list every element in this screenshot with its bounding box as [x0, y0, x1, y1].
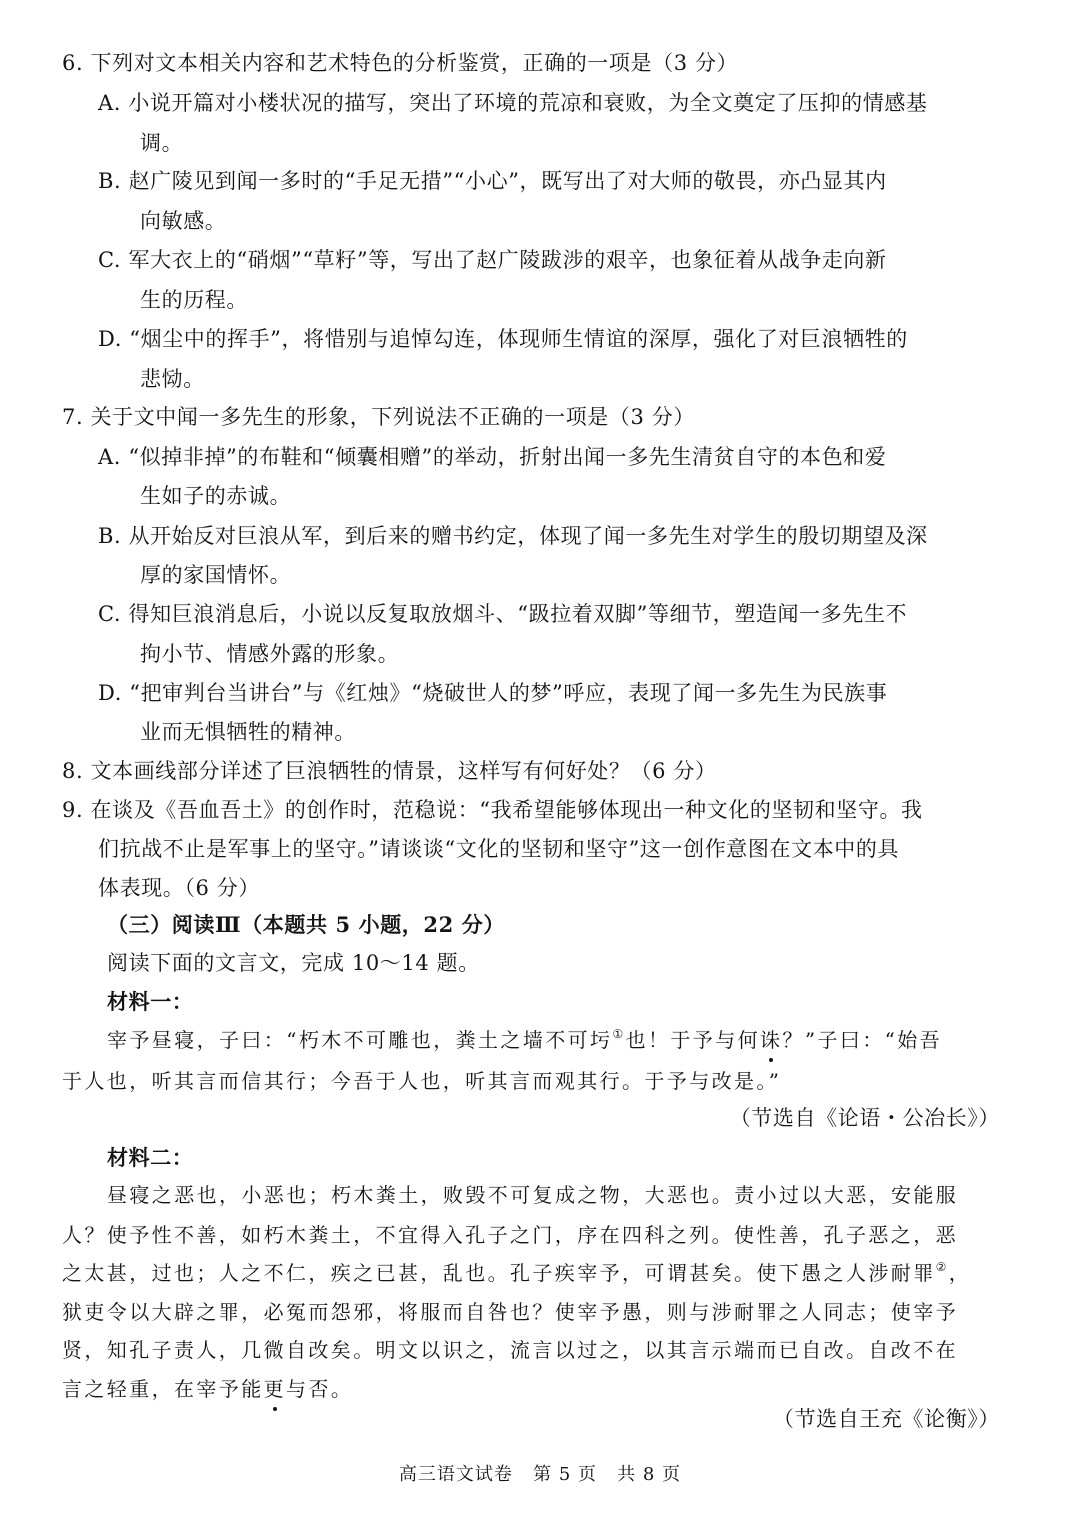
material-2-label: 材料二： — [107, 1145, 194, 1170]
emphasis-dot-word: 更 — [264, 1374, 286, 1404]
q6-stem: 6. 下列对文本相关内容和艺术特色的分析鉴赏，正确的一项是（3 分） — [62, 51, 739, 75]
q6-option-c: C. 军大衣上的“硝烟”“草籽”等，写出了赵广陵跋涉的艰辛，也象征着从战争走向新 — [98, 248, 887, 272]
material-2-source: （节选自王充《论衡》） — [772, 1407, 1000, 1431]
material-2-line-5: 贤，知孔子责人，几微自改矣。明文以识之，流言以过之，以其言示端而已自改。自改不在 — [62, 1338, 958, 1362]
material-1-line-1 — [107, 1025, 942, 1055]
material-1-line-2: 于人也，听其言而信其行；今吾于人也，听其言而观其行。于予与改是。” — [62, 1069, 782, 1093]
material-1-source: （节选自《论语・公冶长》） — [729, 1106, 1000, 1130]
q9-line-1: 9. 在谈及《吾血吾土》的创作时，范稳说：“我希望能够体现出一种文化的坚韧和坚守。我 — [62, 798, 923, 822]
material-2-line-1: 昼寝之恶也，小恶也；朽木粪土，败毁不可复成之物，大恶也。责小过以大恶，安能服 — [107, 1183, 959, 1207]
q7-option-b: B. 从开始反对巨浪从军，到后来的赠书约定，体现了闻一多先生对学生的殷切期望及深 — [98, 524, 928, 548]
q8-stem: 8. 文本画线部分详述了巨浪牺牲的情景，这样写有何好处？（6 分） — [62, 759, 717, 783]
q7-stem: 7. 关于文中闻一多先生的形象，下列说法不正确的一项是（3 分） — [62, 405, 695, 429]
q7-option-d: D. “把审判台当讲台”与《红烛》“烧破世人的梦”呼应，表现了闻一多先生为民族事 — [98, 681, 888, 705]
q6-option-b-cont: 向敏感。 — [140, 209, 227, 233]
q6-option-a-cont: 调。 — [140, 131, 184, 155]
q6-option-b: B. 赵广陵见到闻一多时的“手足无措”“小心”，既写出了对大师的敬畏，亦凸显其内 — [98, 169, 887, 193]
material-1-label: 材料一： — [107, 989, 194, 1014]
material-1-text: 也！于予与何 — [625, 1028, 761, 1052]
material-1-text: 宰予昼寝，子曰：“朽木不可雕也，粪土之墙不可圬 — [107, 1028, 613, 1052]
footer-total-pages: 共 8 页 — [617, 1464, 682, 1485]
material-2-text: 言之轻重，在宰予能 — [62, 1377, 264, 1401]
section-heading: （三）阅读Ⅲ（本题共 5 小题，22 分） — [107, 912, 505, 937]
footer-page-number: 第 5 页 — [533, 1464, 597, 1485]
q6-option-a: A. 小说开篇对小楼状况的描写，突出了环境的荒凉和衰败，为全文奠定了压抑的情感基 — [98, 91, 928, 115]
emphasis-dot-word: 诛 — [760, 1025, 782, 1055]
section-instruction: 阅读下面的文言文，完成 10～14 题。 — [107, 951, 480, 975]
q7-option-d-cont: 业而无惧牺牲的精神。 — [140, 720, 356, 744]
q6-option-d: D. “烟尘中的挥手”，将惜别与追悼勾连，体现师生情谊的深厚，强化了对巨浪牺牲的 — [98, 327, 908, 351]
material-2-line-6 — [62, 1374, 353, 1404]
footnote-marker-1: ① — [612, 1027, 626, 1041]
q7-option-a: A. “似掉非掉”的布鞋和“倾囊相赠”的举动，折射出闻一多先生清贫自守的本色和爱 — [98, 445, 887, 469]
q6-option-d-cont: 悲恸。 — [140, 367, 205, 391]
q7-option-b-cont: 厚的家国情怀。 — [140, 563, 292, 587]
q6-option-c-cont: 生的历程。 — [140, 288, 248, 312]
footnote-marker-2: ② — [935, 1260, 949, 1274]
q7-option-c-cont: 拘小节、情感外露的形象。 — [140, 642, 400, 666]
footer-subject: 高三语文试卷 — [398, 1464, 513, 1485]
q9-line-3: 体表现。（6 分） — [98, 876, 260, 900]
q7-option-a-cont: 生如子的赤诚。 — [140, 484, 292, 508]
material-2-text: 与否。 — [286, 1377, 354, 1401]
material-2-line-3 — [62, 1258, 971, 1288]
q7-option-c: C. 得知巨浪消息后，小说以反复取放烟斗、“趿拉着双脚”等细节，塑造闻一多先生不 — [98, 602, 908, 626]
material-1-text: ？”子曰：“始吾 — [782, 1028, 943, 1052]
material-2-text: 之太甚，过也；人之不仁，疾之已甚，乱也。孔子疾宰予，可谓甚矣。使下愚之人涉耐罪 — [62, 1261, 936, 1285]
q9-line-2: 们抗战不止是军事上的坚守。”请谈谈“文化的坚韧和坚守”这一创作意图在文本中的具 — [98, 837, 900, 861]
page-footer — [0, 1462, 1080, 1488]
material-2-line-4: 狱吏令以大辟之罪，必冤而怨邪，将服而自咎也？使宰予愚，则与涉耐罪之人同志；使宰予 — [62, 1300, 958, 1324]
material-2-text: ， — [948, 1261, 972, 1285]
material-2-line-2: 人？使予性不善，如朽木粪土，不宜得入孔子之门，序在四科之列。使性善，孔子恶之，恶 — [62, 1223, 958, 1247]
